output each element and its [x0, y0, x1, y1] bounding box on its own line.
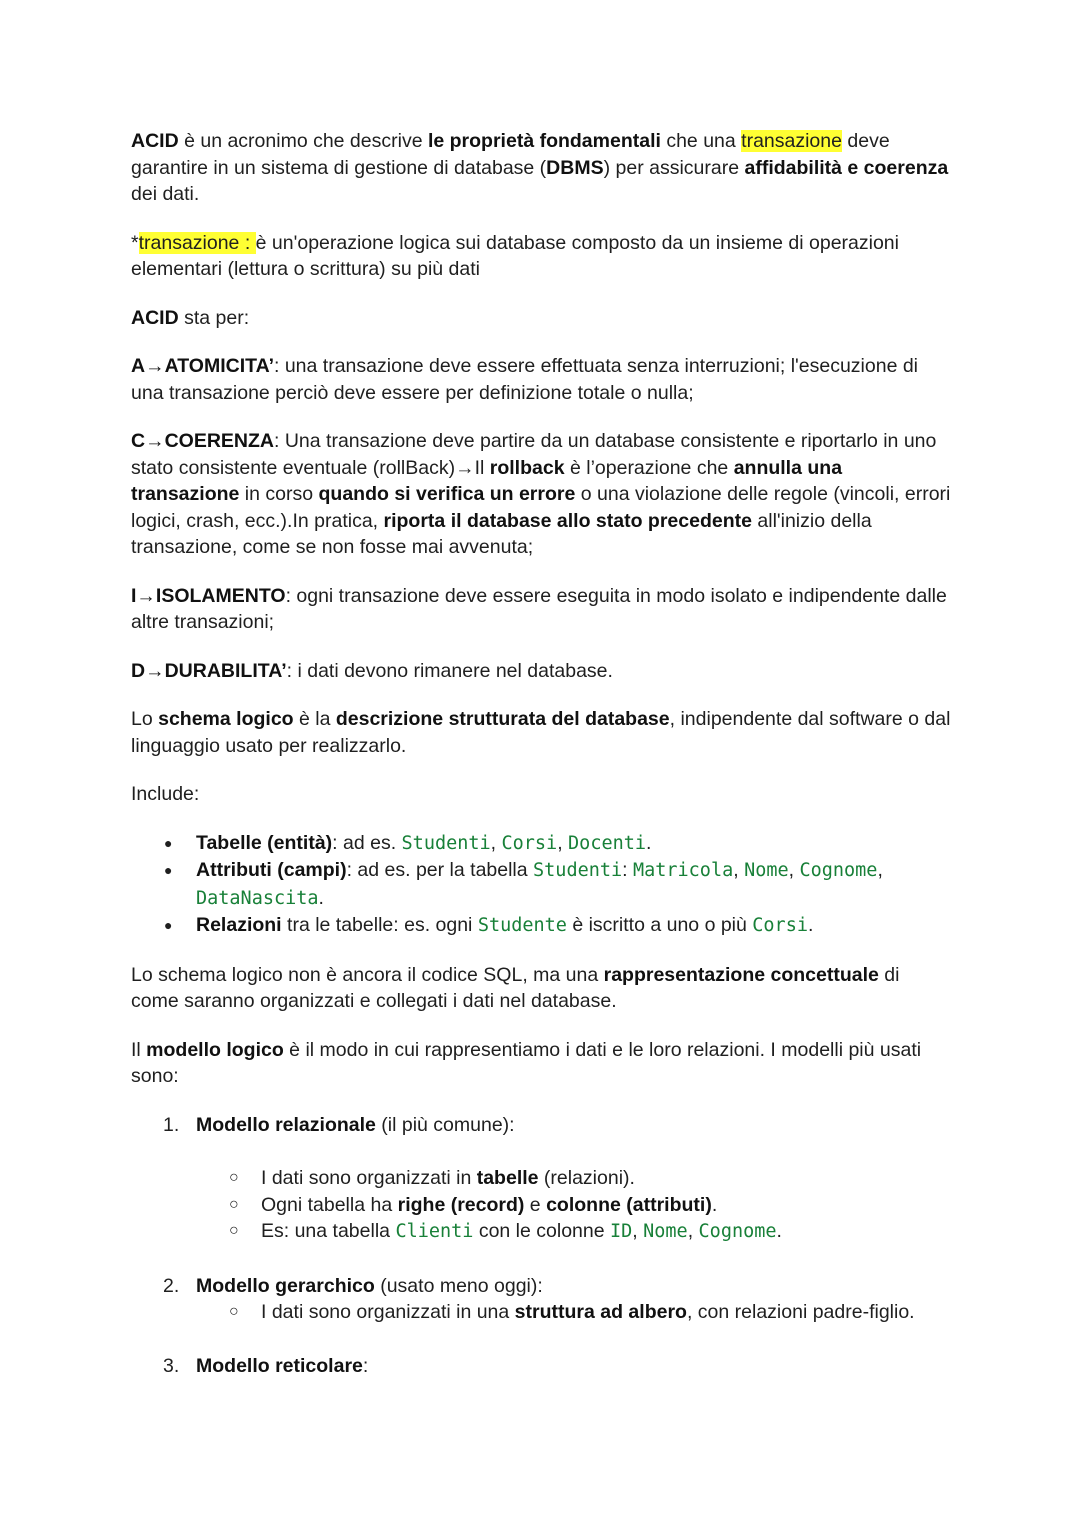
acid-intro-paragraph: ACID è un acronimo che descrive le proprietà fondamentali che una transazione deve garantire in un sistema di gestione di database (DBMS) per assicurare affidabilità e coerenza dei dati.: [131, 130, 949, 205]
schema-note-paragraph: Lo schema logico non è ancora il codice SQL, ma una rappresentazione concettuale di come saranno organizzati e collegati i dati nel database.: [131, 963, 900, 1012]
acid-coerenza: C→COERENZA: Una transazione deve partire da un database consistente e riportarlo in uno stato consistente eventuale (rollBack)→Il rollback è l’operazione che annulla una transazione in corso quando si verifica un errore o una violazione delle regole (vincoli, errori logici, crash, ecc.).In pratica, riporta il database allo stato precedente all'inizio della transazione, come se non fosse mai avvenuta;: [131, 430, 951, 558]
list-item: ● Attributi (campi): ad es. per la tabella Studenti: Matricola, Nome, Cognome, DataNascita.: [131, 857, 951, 912]
acid-durabilita: D→DURABILITA’: i dati devono rimanere nel database.: [131, 659, 613, 682]
highlighted-transazione-label: transazione :: [138, 231, 256, 254]
models-list: [131, 1112, 951, 1380]
acid-isolamento: I→ISOLAMENTO: ogni transazione deve essere eseguita in modo isolato e indipendente dalle altre transazioni;: [131, 584, 947, 633]
list-item: ● Relazioni tra le tabelle: es. ogni Studente è iscritto a uno o più Corsi.: [131, 912, 951, 940]
acid-stands-for: ACID sta per:: [131, 306, 250, 329]
modello-logico-paragraph: Il modello logico è il modo in cui rappresentiamo i dati e le loro relazioni. I modelli più usati sono:: [131, 1038, 922, 1087]
model-item-relazionale: 1. Modello relazionale (il più comune): ○ I dati sono organizzati in tabelle (relazioni). ○ Ogni tabella ha righe (record) e colonne (attributi). ○ Es: una tabella Clienti con le colonne ID, Nome, Cognome.: [131, 1112, 951, 1246]
relazionale-sublist: [196, 1165, 951, 1246]
acid-term: ACID: [131, 130, 179, 152]
document-page: [131, 128, 951, 1379]
list-item: ○ Ogni tabella ha righe (record) e colonne (attributi).: [196, 1192, 951, 1219]
transazione-definition: *transazione : è un'operazione logica sui database composto da un insieme di operazioni elementari (lettura o scrittura) su più dati: [131, 231, 899, 280]
schema-includes-list: [131, 830, 951, 940]
acid-atomicita: A→ATOMICITA’: una transazione deve essere effettuata senza interruzioni; l'esecuzione di una transazione perciò deve essere per definizione totale o nulla;: [131, 355, 919, 404]
list-item: ○ Es: una tabella Clienti con le colonne ID, Nome, Cognome.: [196, 1218, 951, 1246]
gerarchico-sublist: [196, 1299, 951, 1326]
model-item-reticolare: 3. Modello reticolare:: [163, 1354, 369, 1377]
list-item: ○ I dati sono organizzati in tabelle (relazioni).: [196, 1165, 951, 1192]
highlighted-transazione: transazione: [741, 130, 842, 152]
list-item: ○ I dati sono organizzati in una struttura ad albero, con relazioni padre-figlio.: [196, 1299, 951, 1326]
model-item-gerarchico: 2. Modello gerarchico (usato meno oggi): ○ I dati sono organizzati in una struttura ad albero, con relazioni padre-figlio.: [131, 1273, 951, 1326]
list-item: ● Tabelle (entità): ad es. Studenti, Corsi, Docenti.: [131, 830, 951, 858]
include-label: Include:: [131, 783, 200, 805]
schema-logico-paragraph: Lo schema logico è la descrizione strutturata del database, indipendente dal software o dal linguaggio usato per realizzarlo.: [131, 708, 951, 757]
